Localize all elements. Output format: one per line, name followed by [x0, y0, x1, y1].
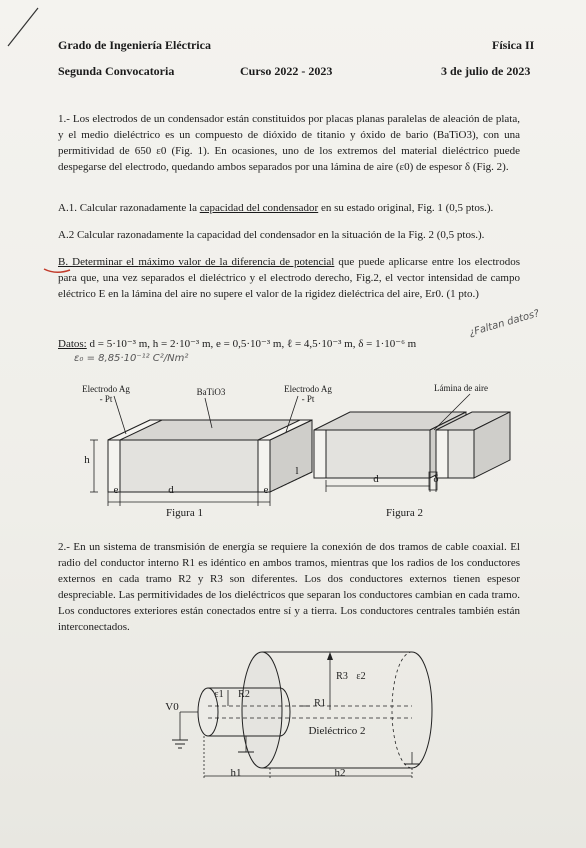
- a1-text-post: en su estado original, Fig. 1 (0,5 ptos.).: [318, 202, 494, 214]
- fig3-r1-label: R1: [314, 698, 326, 709]
- fig1-d-label: d: [168, 484, 174, 496]
- a1-text-pre: A.1. Calcular razonadamente la: [58, 202, 200, 214]
- fig1-e-left-label: e: [113, 484, 119, 496]
- fig3-v0-label: V0: [165, 701, 179, 713]
- figure2-capacitor: [310, 380, 530, 520]
- a1-underlined: capacidad del condensador: [199, 202, 319, 214]
- problem1-intro: 1.- Los electrodos de un condensador están constituidos por placas planas paralelas de aleación de plata, y el medio dieléctrico es un compuesto de dióxido de titanio y óxido de bario (BaTiO3), con una permitividad de 650 ε0 (Fig. 1). En ocasiones, uno de los extremos del material dieléctrico puede despegarse del electrodo, quedando ambos separados por una lámina de aire (ε0) de espesor δ (Fig. 2).: [58, 113, 520, 173]
- b-text-pre: B. Determinar el: [58, 256, 139, 268]
- fig3-dielectric2-label: Dieléctrico 2: [308, 725, 366, 737]
- problem1-b: [58, 254, 520, 302]
- school-title: Grado de Ingeniería Eléctrica: [58, 38, 211, 52]
- fig2-air-label: Lámina de aire: [434, 383, 488, 393]
- problem1-datos: [58, 336, 528, 352]
- pencil-stroke-icon: [4, 6, 44, 46]
- problem1-a1: [58, 200, 520, 216]
- fig2-delta-label: δ: [433, 473, 439, 485]
- fig3-h1-label: h1: [230, 767, 242, 779]
- fig3-h2-label: h2: [334, 767, 346, 779]
- fig3-r3-label: R3: [336, 671, 348, 682]
- figure3-coaxial-cable: [150, 640, 450, 790]
- fig3-eps1-label: ε1: [214, 689, 224, 700]
- datos-label: Datos:: [58, 338, 87, 350]
- b-underlined: máximo valor de la diferencia de potencial: [138, 256, 335, 268]
- fig2-caption: Figura 2: [386, 507, 423, 519]
- fig1-dielectric-label: BaTiO3: [196, 387, 226, 397]
- problem1-a2: A.2 Calcular razonadamente la capacidad del condensador en la situación de la Fig. 2 (0,5 ptos.).: [58, 229, 485, 241]
- red-underline-mark: [42, 266, 72, 276]
- handwritten-question: ¿Faltan datos?: [467, 308, 541, 339]
- b-text-post: que puede aplicarse entre los electrodos para que, una vez separados el dieléctrico y el electrodo derecho, Fig.2, el vector intensidad de campo eléctrico E en la lámina del aire no supere el valor de la rigidez dieléctrica del aire, Er0. (1 pto.): [58, 256, 520, 300]
- fig1-h-label: h: [84, 454, 90, 466]
- problem2-text: 2.- En un sistema de transmisión de energía se requiere la conexión de dos tramos de cable coaxial. El radio del conductor interno R1 es idéntico en ambos tramos, mientras que los radios de los conductores externos en cada tramo R2 y R3 son diferentes. Los dos conductores externos tienen espesor despreciable. Las permitividades de los dieléctricos que separan los conductores cambian en cada tramo. Los conductores exteriores están conectados entre sí y a tierra. Los conductores centrales también están interconectados.: [58, 541, 520, 633]
- fig2-d-label: d: [373, 473, 379, 485]
- datos-values: d = 5·10⁻³ m, h = 2·10⁻³ m, e = 0,5·10⁻³ m, ℓ = 4,5·10⁻³ m, δ = 1·10⁻⁶ m: [89, 338, 417, 350]
- subject-title: Física II: [492, 38, 535, 52]
- fig3-eps2-label: ε2: [356, 671, 366, 682]
- fig1-electrode-left-label: Electrodo Ag - Pt: [82, 384, 130, 404]
- fig3-r2-label: R2: [238, 689, 250, 700]
- fig1-caption: Figura 1: [166, 507, 203, 519]
- fig1-electrode-right-label: Electrodo Ag - Pt: [284, 384, 332, 404]
- fig1-l-label: l: [295, 465, 299, 477]
- convocatoria-label: Segunda Convocatoria: [58, 64, 175, 78]
- exam-date: 3 de julio de 2023: [441, 64, 531, 78]
- fig1-e-right-label: e: [263, 484, 269, 496]
- handwritten-eps0: ε₀ = 8,85·10⁻¹² C²/Nm²: [74, 353, 189, 364]
- course-label: Curso 2022 - 2023: [240, 64, 333, 78]
